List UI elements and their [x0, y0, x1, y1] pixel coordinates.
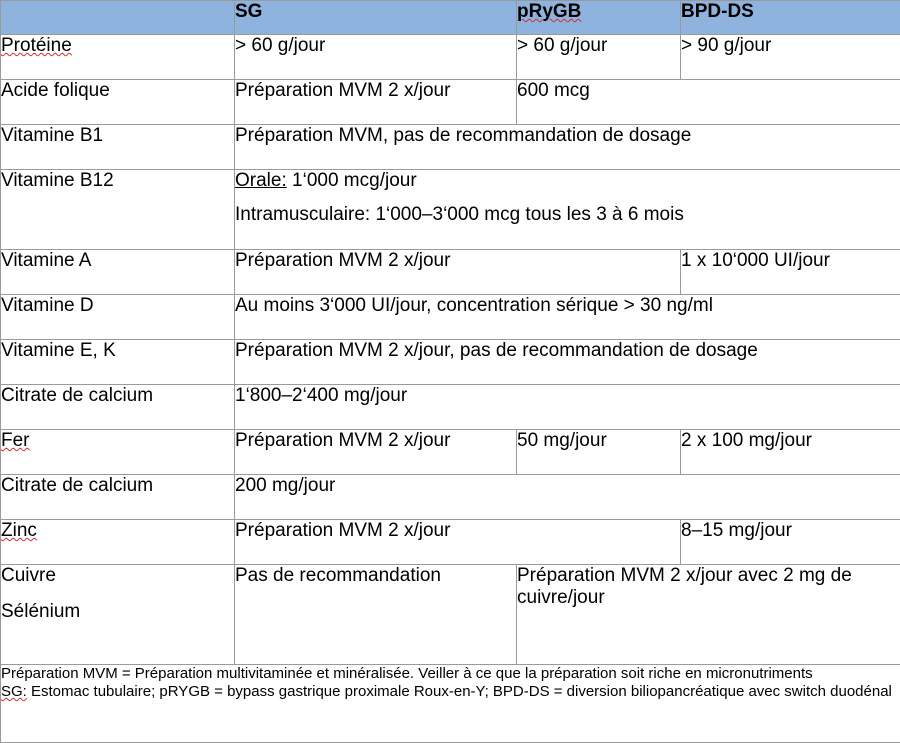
cell-all: Préparation MVM 2 x/jour, pas de recommandation de dosage: [235, 340, 900, 385]
row-label: [1, 565, 235, 665]
cell-sg-prygb: Préparation MVM 2 x/jour: [235, 250, 681, 295]
row-label: [1, 35, 235, 80]
cell-bpd: 8–15 mg/jour: [681, 520, 900, 565]
cell-all: Au moins 3‘000 UI/jour, concentration sérique > 30 ng/ml: [235, 295, 900, 340]
header-sg: SG: [235, 1, 517, 35]
row-label: Citrate de calcium: [1, 475, 235, 520]
cell-prygb-bpd: 600 mcg: [517, 80, 900, 125]
header-bpd-ds: BPD-DS: [681, 1, 900, 35]
header-row: [1, 1, 900, 35]
cell-sg: > 60 g/jour: [235, 35, 517, 80]
cell-all: [235, 170, 900, 250]
cell-sg: Pas de recommandation: [235, 565, 517, 665]
header-empty: [1, 1, 235, 35]
row-label-cuivre: Cuivre: [1, 565, 234, 587]
table-row: [1, 125, 900, 170]
header-prygb-text: pRyGB: [517, 1, 581, 22]
row-label: Acide folique: [1, 80, 235, 125]
cell-all: 1‘800–2‘400 mg/jour: [235, 385, 900, 430]
table-row: [1, 565, 900, 665]
footnote-abbrev-text: Estomac tubulaire; pRYGB = bypass gastrique proximale Roux-en-Y; BPD-DS = diversion biliopancréatique avec switch duodénal: [27, 683, 892, 700]
row-label: Vitamine B1: [1, 125, 235, 170]
footnote-sg-label: SG:: [1, 683, 27, 700]
footnote: [1, 665, 900, 743]
table-row: [1, 475, 900, 520]
row-label: [1, 520, 235, 565]
header-prygb: [517, 1, 681, 35]
cell-bpd: 1 x 10‘000 UI/jour: [681, 250, 900, 295]
row-label-text: Protéine: [1, 35, 72, 56]
footnote-abbreviations: [1, 683, 900, 700]
cell-prygb: > 60 g/jour: [517, 35, 681, 80]
row-label-selenium: Sélénium: [1, 601, 234, 623]
cell-sg: Préparation MVM 2 x/jour: [235, 430, 517, 475]
table-row: [1, 385, 900, 430]
cell-prygb-bpd: Préparation MVM 2 x/jour avec 2 mg de cuivre/jour: [517, 565, 900, 665]
table-row: [1, 250, 900, 295]
cell-bpd: > 90 g/jour: [681, 35, 900, 80]
table-row: [1, 80, 900, 125]
footnote-row: [1, 665, 900, 743]
cell-sg-prygb: Préparation MVM 2 x/jour: [235, 520, 681, 565]
b12-oral-dose: 1‘000 mcg/jour: [287, 170, 417, 191]
b12-oral-label: Orale:: [235, 170, 287, 191]
row-label-text: Fer: [1, 430, 30, 451]
table-row: [1, 170, 900, 250]
row-label: [1, 430, 235, 475]
table-row: [1, 520, 900, 565]
table-row: [1, 430, 900, 475]
table-row: [1, 295, 900, 340]
row-label: Vitamine E, K: [1, 340, 235, 385]
footnote-mvm: Préparation MVM = Préparation multivitaminée et minéralisée. Veiller à ce que la préparation soit riche en micronutriments: [1, 665, 900, 682]
b12-im-line: Intramusculaire: 1‘000–3‘000 mcg tous les 3 à 6 mois: [235, 204, 900, 226]
cell-bpd: 2 x 100 mg/jour: [681, 430, 900, 475]
row-label: Citrate de calcium: [1, 385, 235, 430]
cell-prygb: 50 mg/jour: [517, 430, 681, 475]
b12-oral-line: [235, 170, 900, 192]
row-label-text: Zinc: [1, 520, 37, 541]
row-label: Vitamine D: [1, 295, 235, 340]
cell-all: Préparation MVM, pas de recommandation de dosage: [235, 125, 900, 170]
row-label: Vitamine B12: [1, 170, 235, 250]
table-row: [1, 35, 900, 80]
row-label: Vitamine A: [1, 250, 235, 295]
cell-sg: Préparation MVM 2 x/jour: [235, 80, 517, 125]
table-row: [1, 340, 900, 385]
cell-all: 200 mg/jour: [235, 475, 900, 520]
